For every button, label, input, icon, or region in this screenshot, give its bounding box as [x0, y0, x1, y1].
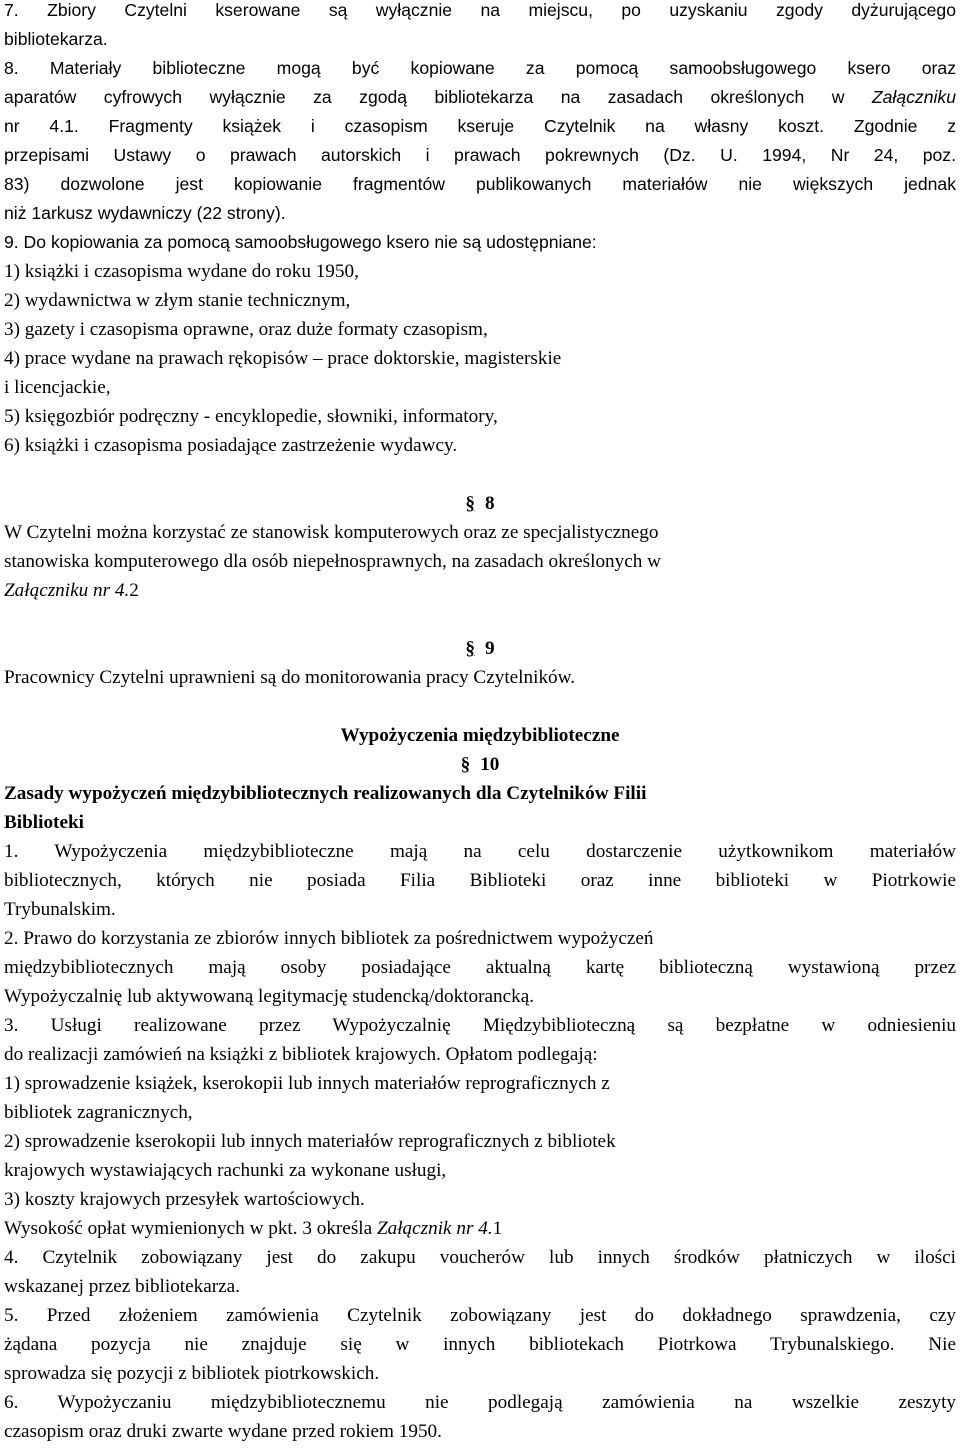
section-8-line-1: W Czytelni można korzystać ze stanowisk komputerowych oraz ze specjalistycznego — [4, 522, 659, 543]
annex-number: 2 — [129, 580, 139, 601]
fee-text: Wysokość opłat wymienionych w pkt. 3 określa — [4, 1218, 377, 1239]
section-10-p4-line-1: 4. Czytelnik zobowiązany jest do zakupu voucherów lub innych środków płatniczych w ilości — [4, 1247, 956, 1268]
rule-7-line-1: 7. Zbiory Czytelni kserowane są wyłącznie na miejscu, po uzyskaniu zgody dyżurującego — [4, 0, 956, 20]
section-10-p6-line-1: 6. Wypożyczaniu międzybibliotecznemu nie podlegają zamówienia na wszelkie zeszyty — [4, 1392, 956, 1413]
rule-8-line-4: przepisami Ustawy o prawach autorskich i prawach pokrewnych (Dz. U. 1994, Nr 24, poz. — [4, 145, 956, 165]
rule-9-item-4-cont: i licencjackie, — [4, 377, 111, 398]
section-10-p1-line-3: Trybunalskim. — [4, 899, 116, 920]
section-number: 8 — [485, 493, 495, 514]
section-10-p1-line-2: bibliotecznych, których nie posiada Filia Biblioteki oraz inne biblioteki w Piotrkowie — [4, 870, 956, 891]
section-number: 9 — [485, 638, 495, 659]
rule-8-line-3: nr 4.1. Fragmenty książek i czasopism kseruje Czytelnik na własny koszt. Zgodnie z — [4, 116, 956, 136]
section-symbol: § — [465, 638, 475, 659]
rule-8-line-6: niż 1arkusz wydawniczy (22 strony). — [4, 203, 286, 223]
section-10-p1-line-1: 1. Wypożyczenia międzybiblioteczne mają na celu dostarczenie użytkownikom materiałów — [4, 841, 956, 862]
rule-8-line-1: 8. Materiały biblioteczne mogą być kopiowane za pomocą samoobsługowego ksero oraz — [4, 58, 956, 78]
section-10-p3-item-1: 1) sprowadzenie książek, kserokopii lub innych materiałów reprograficznych z — [4, 1073, 610, 1094]
section-10-p3-line-1: 3. Usługi realizowane przez Wypożyczalnię Międzybiblioteczną są bezpłatne w odniesieniu — [4, 1015, 956, 1036]
section-10-p3-item-2: 2) sprowadzenie kserokopii lub innych materiałów reprograficznych z bibliotek — [4, 1131, 616, 1152]
rule-7-line-2: bibliotekarza. — [4, 29, 108, 49]
section-10-p6-line-2: czasopism oraz druki zwarte wydane przed rokiem 1950. — [4, 1421, 442, 1442]
section-number: 10 — [480, 754, 500, 775]
section-10-subheading-1: Zasady wypożyczeń międzybibliotecznych realizowanych dla Czytelników Filii — [4, 783, 647, 804]
section-10-p3-item-2-cont: krajowych wystawiających rachunki za wykonane usługi, — [4, 1160, 447, 1181]
rule-8-line-5: 83) dozwolone jest kopiowanie fragmentów publikowanych materiałów nie większych jednak — [4, 174, 956, 194]
section-10-fee-line — [4, 1214, 956, 1243]
section-symbol: § — [465, 493, 475, 514]
annex-reference: Załącznik nr 4. — [376, 1218, 493, 1239]
annex-number: 1 — [492, 1218, 503, 1239]
interlibrary-loans-heading: Wypożyczenia międzybiblioteczne — [340, 725, 620, 746]
rule-9-line-1: 9. Do kopiowania za pomocą samoobsługowego ksero nie są udostępniane: — [4, 232, 597, 252]
section-symbol: § — [460, 754, 471, 775]
section-10-p2-line-2: międzybibliotecznych mają osoby posiadające aktualną kartę biblioteczną wystawioną przez — [4, 957, 956, 978]
rule-8-line-2-text: aparatów cyfrowych wyłącznie za zgodą bibliotekarza na zasadach określonych w — [4, 87, 872, 107]
section-10-p5-line-1: 5. Przed złożeniem zamówienia Czytelnik zobowiązany jest do dokładnego sprawdzenia, czy — [4, 1305, 956, 1326]
section-8-heading — [4, 489, 956, 518]
annex-reference: Załączniku nr 4. — [4, 580, 130, 601]
section-10-p2-line-1: 2. Prawo do korzystania ze zbiorów innych bibliotek za pośrednictwem wypożyczeń — [4, 928, 654, 949]
rule-9-item-3: 3) gazety i czasopisma oprawne, oraz duże formaty czasopism, — [4, 319, 488, 340]
rule-9-item-1: 1) książki i czasopisma wydane do roku 1950, — [4, 261, 359, 282]
rule-9-item-2: 2) wydawnictwa w złym stanie technicznym, — [4, 290, 351, 311]
section-10-p5-line-2: żądana pozycja nie znajduje się w innych bibliotekach Piotrkowa Trybunalskiego. Nie — [4, 1334, 956, 1355]
section-8-line-3 — [4, 576, 956, 605]
section-10-p3-item-3: 3) koszty krajowych przesyłek wartościowych. — [4, 1189, 365, 1210]
section-10-heading — [4, 750, 956, 779]
annex-reference: Załączniku — [871, 87, 956, 107]
section-8-line-2: stanowiska komputerowego dla osób niepełnosprawnych, na zasadach określonych w — [4, 551, 661, 572]
section-10-p2-line-3: Wypożyczalnię lub aktywowaną legitymację studencką/doktorancką. — [4, 986, 535, 1007]
rule-9-item-6: 6) książki i czasopisma posiadające zastrzeżenie wydawcy. — [4, 435, 458, 456]
section-10-p5-line-3: sprowadza się pozycji z bibliotek piotrkowskich. — [4, 1363, 380, 1384]
rule-8-line-2 — [4, 83, 956, 112]
section-9-heading — [4, 634, 956, 663]
rule-9-item-5: 5) księgozbiór podręczny - encyklopedie, słowniki, informatory, — [4, 406, 498, 427]
section-10-subheading-2: Biblioteki — [4, 812, 84, 833]
rule-9-item-4: 4) prace wydane na prawach rękopisów – prace doktorskie, magisterskie — [4, 348, 562, 369]
section-10-p3-line-2: do realizacji zamówień na książki z bibliotek krajowych. Opłatom podlegają: — [4, 1044, 598, 1065]
section-9-line-1: Pracownicy Czytelni uprawnieni są do monitorowania pracy Czytelników. — [4, 667, 576, 688]
document-page — [4, 0, 956, 1446]
section-10-p3-item-1-cont: bibliotek zagranicznych, — [4, 1102, 193, 1123]
section-10-p4-line-2: wskazanej przez bibliotekarza. — [4, 1276, 240, 1297]
